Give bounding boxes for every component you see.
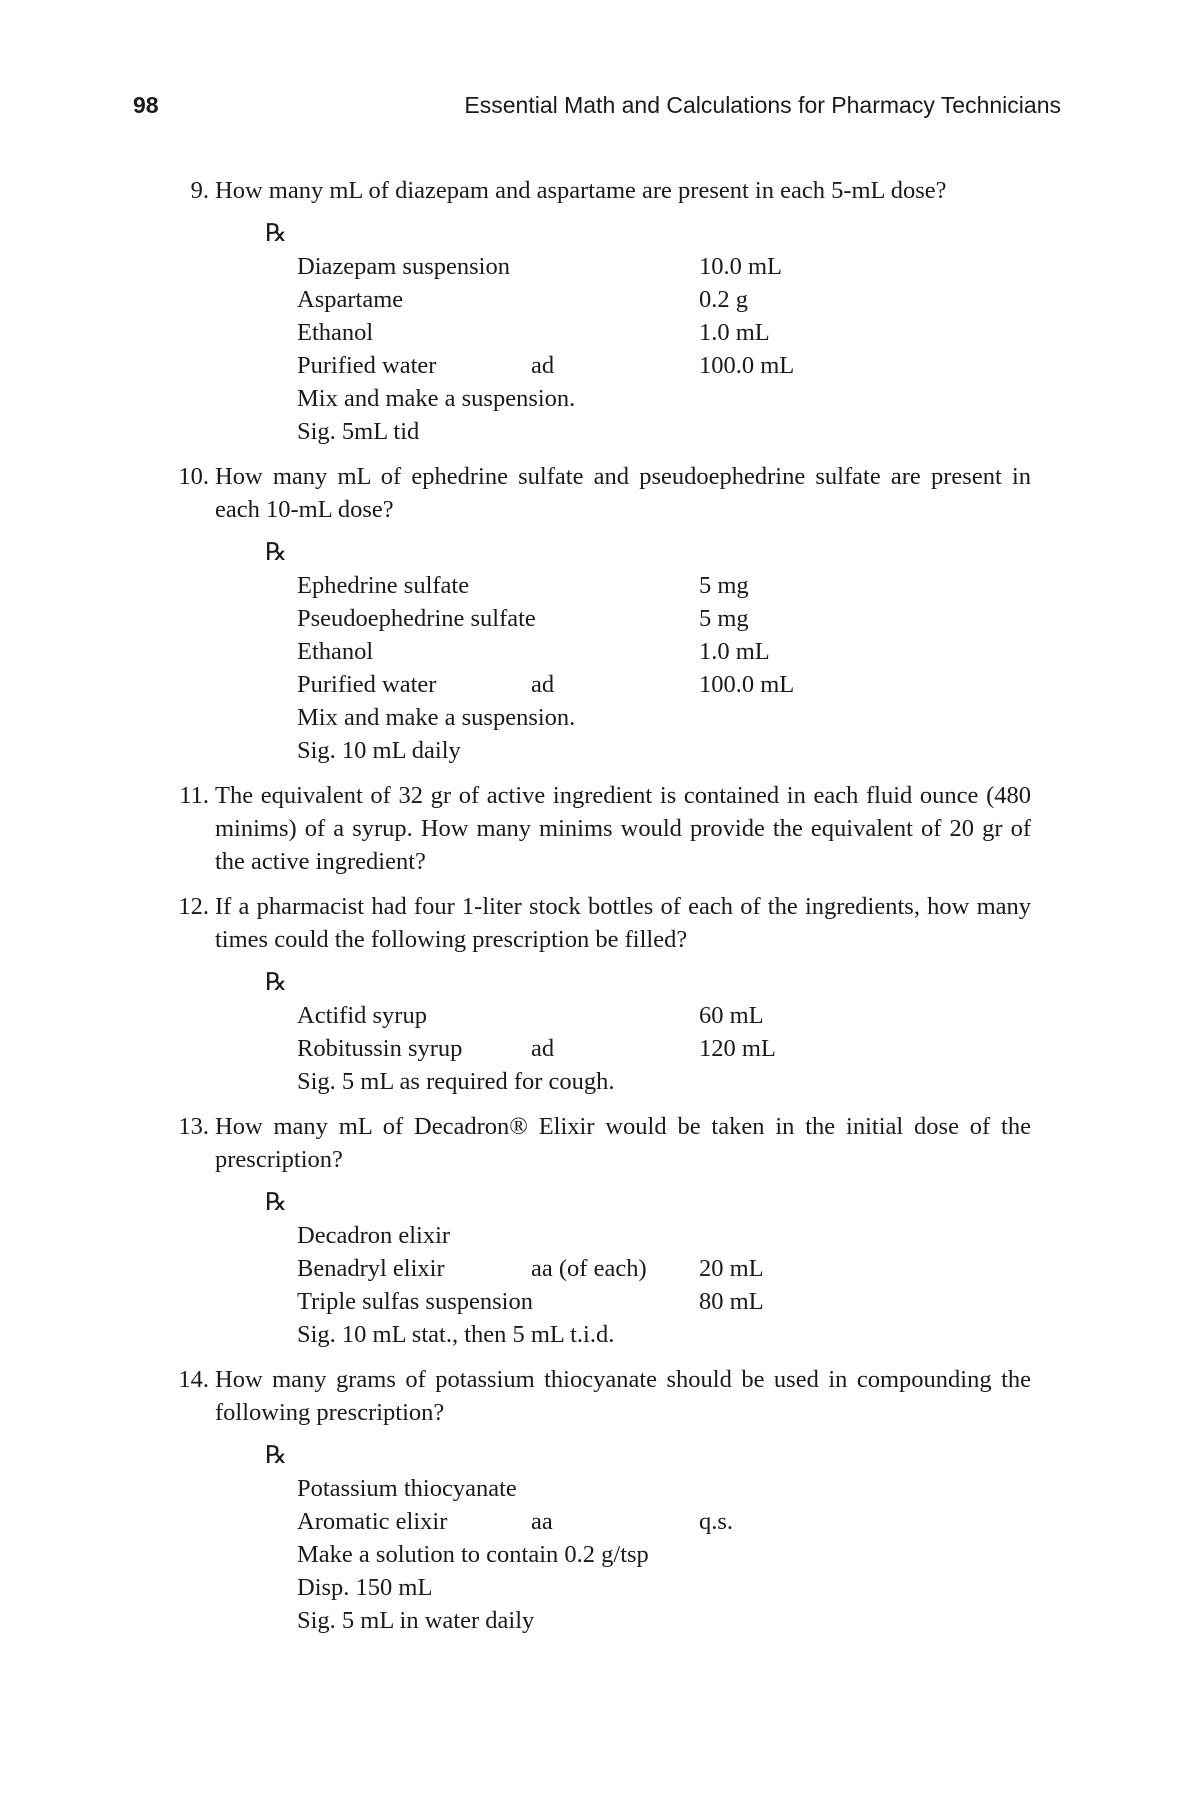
ingredient-amount: q.s. [699,1508,734,1535]
sig-line: Sig. 5 mL in water daily [297,1607,535,1634]
problem-list [165,174,1031,1649]
ingredient-name: Ephedrine sulfate [297,572,470,599]
sig-line: Sig. 5 mL as required for cough. [297,1068,615,1095]
problem-number: 9. [190,177,209,204]
page-header [133,92,1061,122]
ingredient-row [297,602,1031,635]
ingredient-row [297,1219,1031,1252]
problem-number: 13. [178,1113,209,1140]
problem-number: 10. [178,463,209,490]
problem-14 [165,1363,1031,1637]
problem-12 [165,890,1031,1098]
ingredient-name: Benadryl elixir [297,1255,445,1282]
question-text: How many grams of potassium thiocyanate should be used in compounding the following prescription? [215,1366,1031,1426]
problem-10 [165,460,1031,767]
ingredient-qualifier: ad [531,671,555,698]
ingredient-amount: 100.0 mL [699,352,795,379]
ingredient-row [297,668,1031,701]
ingredient-name: Purified water [297,352,437,379]
ingredient-name: Ethanol [297,319,374,346]
prescription [265,1186,1031,1351]
problem-number: 11. [179,782,209,809]
running-title: Essential Math and Calculations for Pharmacy Technicians [464,92,1061,118]
ingredient-amount: 60 mL [699,1002,764,1029]
prescription [265,966,1031,1098]
instruction-line: Disp. 150 mL [297,1574,433,1601]
ingredient-row [297,349,1031,382]
prescription [265,217,1031,448]
instruction-line: Mix and make a suspension. [297,704,576,731]
question-text: If a pharmacist had four 1-liter stock bottles of each of the ingredients, how many times could the following prescription be filled? [215,893,1031,953]
ingredient-qualifier: aa [531,1508,553,1535]
ingredient-row [297,635,1031,668]
ingredient-row [297,1472,1031,1505]
ingredient-amount: 20 mL [699,1255,764,1282]
rx-icon: ℞ [265,969,287,996]
ingredient-amount: 80 mL [699,1288,764,1315]
ingredient-name: Ethanol [297,638,374,665]
question-text: How many mL of ephedrine sulfate and pseudoephedrine sulfate are present in each 10-mL dose? [215,463,1031,523]
ingredient-name: Triple sulfas suspension [297,1288,533,1315]
question-text: The equivalent of 32 gr of active ingredient is contained in each fluid ounce (480 minims) of a syrup. How many minims would provide the equivalent of 20 gr of the active ingredient? [215,782,1031,875]
instruction-line: Mix and make a suspension. [297,385,576,412]
ingredient-row [297,1032,1031,1065]
page-number: 98 [133,92,159,118]
ingredient-amount: 5 mg [699,572,749,599]
sig-line: Sig. 10 mL daily [297,737,461,764]
ingredient-name: Decadron elixir [297,1222,451,1249]
ingredient-amount: 0.2 g [699,286,748,313]
prescription [265,536,1031,767]
ingredient-name: Robitussin syrup [297,1035,463,1062]
ingredient-qualifier: ad [531,1035,555,1062]
instruction-line: Make a solution to contain 0.2 g/tsp [297,1541,649,1568]
sig-line: Sig. 10 mL stat., then 5 mL t.i.d. [297,1321,615,1348]
question-text: How many mL of Decadron® Elixir would be taken in the initial dose of the prescription? [215,1113,1031,1173]
ingredient-row [297,1285,1031,1318]
ingredient-amount: 10.0 mL [699,253,783,280]
ingredient-row [297,316,1031,349]
ingredient-row [297,283,1031,316]
ingredient-name: Aspartame [297,286,404,313]
ingredient-amount: 100.0 mL [699,671,795,698]
ingredient-row [297,569,1031,602]
ingredient-name: Diazepam suspension [297,253,510,280]
rx-icon: ℞ [265,539,287,566]
ingredient-name: Purified water [297,671,437,698]
sig-line: Sig. 5mL tid [297,418,420,445]
rx-icon: ℞ [265,1189,287,1216]
ingredient-name: Actifid syrup [297,1002,427,1029]
ingredient-name: Potassium thiocyanate [297,1475,517,1502]
ingredient-qualifier: aa (of each) [531,1255,647,1282]
problem-13 [165,1110,1031,1351]
ingredient-name: Aromatic elixir [297,1508,448,1535]
prescription [265,1439,1031,1637]
ingredient-row [297,999,1031,1032]
ingredient-row [297,1252,1031,1285]
ingredient-row [297,1505,1031,1538]
rx-icon: ℞ [265,1442,287,1469]
problem-number: 14. [178,1366,209,1393]
ingredient-amount: 120 mL [699,1035,776,1062]
ingredient-name: Pseudoephedrine sulfate [297,605,536,632]
ingredient-amount: 1.0 mL [699,319,770,346]
rx-icon: ℞ [265,220,287,247]
ingredient-qualifier: ad [531,352,555,379]
question-text: How many mL of diazepam and aspartame are present in each 5-mL dose? [215,177,947,204]
problem-11 [165,779,1031,878]
ingredient-amount: 1.0 mL [699,638,770,665]
ingredient-amount: 5 mg [699,605,749,632]
problem-9 [165,174,1031,448]
ingredient-row [297,250,1031,283]
problem-number: 12. [178,893,209,920]
